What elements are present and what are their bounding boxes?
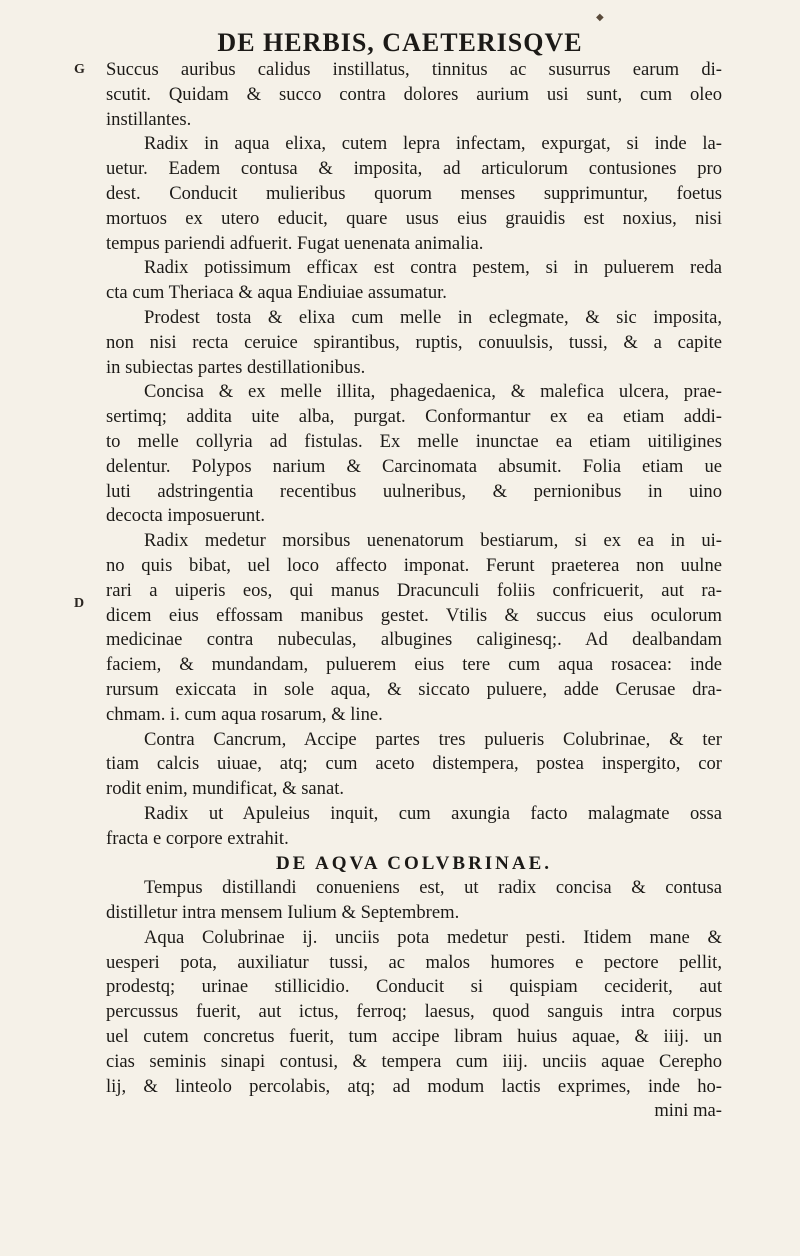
margin-letter-g: G	[74, 62, 85, 77]
text-line: uesperi pota, auxiliatur tussi, ac malos humores e pectore pellit,	[106, 951, 722, 973]
text-line: non nisi recta ceruice spirantibus, ruptis, conuulsis, tussi, & a capite	[106, 331, 722, 353]
text-line: Contra Cancrum, Accipe partes tres pulueris Colubrinae, & ter	[144, 728, 722, 750]
running-header: DE HERBIS, CAETERISQVE	[217, 28, 583, 57]
text-line: chmam. i. cum aqua rosarum, & line.	[106, 703, 383, 725]
text-line: in subiectas partes destillationibus.	[106, 356, 366, 378]
text-line: rursum exiccata in sole aqua, & siccato puluere, adde Cerusae dra-	[106, 678, 722, 700]
text-line: dicem eius effossam manibus gestet. Vtilis & succus eius oculorum	[106, 604, 722, 626]
text-line: cias seminis sinapi contusi, & tempera cum iiij. unciis aquae Cerepho	[106, 1050, 722, 1072]
text-line: uetur. Eadem contusa & imposita, ad articulorum contusiones pro	[106, 158, 722, 180]
text-line: luti adstringentia recentibus uulneribus, & pernionibus in uino	[106, 480, 722, 502]
margin-letter-d: D	[74, 596, 85, 611]
text-line: dest. Conducit mulieribus quorum menses supprimuntur, foetus	[106, 182, 722, 204]
text-line: scutit. Quidam & succo contra dolores aurium usi sunt, cum oleo	[106, 83, 722, 105]
text-line: Succus auribus calidus instillatus, tinnitus ac susurrus earum di-	[106, 59, 722, 80]
text-line: rodit enim, mundificat, & sanat.	[106, 778, 345, 800]
text-line: Radix in aqua elixa, cutem lepra infectam, expurgat, si inde la-	[144, 133, 722, 155]
text-line: prodestq; urinae stillicidio. Conducit si quispiam ceciderit, aut	[106, 976, 722, 998]
text-line: percussus fuerit, aut ictus, ferroq; laesus, quod sanguis intra corpus	[106, 1001, 722, 1023]
text-line: Prodest tosta & elixa cum melle in eclegmate, & sic imposita,	[144, 306, 722, 328]
catchword: mini ma-	[654, 1100, 722, 1122]
text-line: rari a uiperis eos, qui manus Dracunculi foliis confricuerit, aut ra-	[106, 579, 722, 601]
text-line: decocta imposuerunt.	[106, 505, 266, 527]
text-line: medicinae contra nubeculas, albugines caliginesq;. Ad dealbandam	[106, 629, 722, 651]
ornament-icon: ◆	[596, 12, 604, 23]
text-line: mortuos ex utero educit, quare usus eius grauidis est noxius, nisi	[106, 207, 722, 229]
text-body	[106, 58, 722, 1124]
text-line: tempus pariendi adfuerit. Fugat uenenata animalia.	[106, 232, 484, 254]
text-line: Concisa & ex melle illita, phagedaenica, & malefica ulcera, prae-	[144, 381, 722, 403]
text-line: uel cutem concretus fuerit, tum accipe libram huius aquae, & iiij. un	[106, 1026, 722, 1048]
text-line: Aqua Colubrinae ij. unciis pota medetur pesti. Itidem mane &	[144, 926, 722, 948]
text-line: Radix ut Apuleius inquit, cum axungia facto malagmate ossa	[144, 802, 722, 824]
text-line: to melle collyria ad fistulas. Ex melle inunctae ea etiam uitiligines	[106, 430, 722, 452]
section-heading: DE AQVA COLVBRINAE.	[275, 852, 553, 874]
text-line: delentur. Polypos narium & Carcinomata absumit. Folia etiam ue	[106, 455, 722, 477]
text-line: lij, & linteolo percolabis, atq; ad modum lactis exprimes, inde ho-	[106, 1075, 722, 1097]
text-line: instillantes.	[106, 108, 192, 130]
text-line: cta cum Theriaca & aqua Endiuiae assumatur.	[106, 282, 447, 304]
text-line: Tempus distillandi conueniens est, ut radix concisa & contusa	[144, 877, 722, 899]
text-line: tiam calcis uiuae, atq; cum aceto distempera, postea inspergito, cor	[106, 753, 722, 775]
text-line: sertimq; addita uite alba, purgat. Conformantur ex ea etiam addi-	[106, 406, 722, 428]
text-line: Radix medetur morsibus uenenatorum bestiarum, si ex ea in ui-	[144, 530, 722, 552]
text-line: no quis bibat, uel loco affecto imponat. Ferunt praeterea non uulne	[106, 554, 722, 576]
text-line: Radix potissimum efficax est contra pestem, si in puluerem reda	[144, 257, 722, 279]
text-line: fracta e corpore extrahit.	[106, 827, 289, 849]
text-line: faciem, & mundandam, puluerem eius tere cum aqua rosacea: inde	[106, 654, 722, 676]
text-line: distilletur intra mensem Iulium & Septembrem.	[106, 902, 460, 924]
